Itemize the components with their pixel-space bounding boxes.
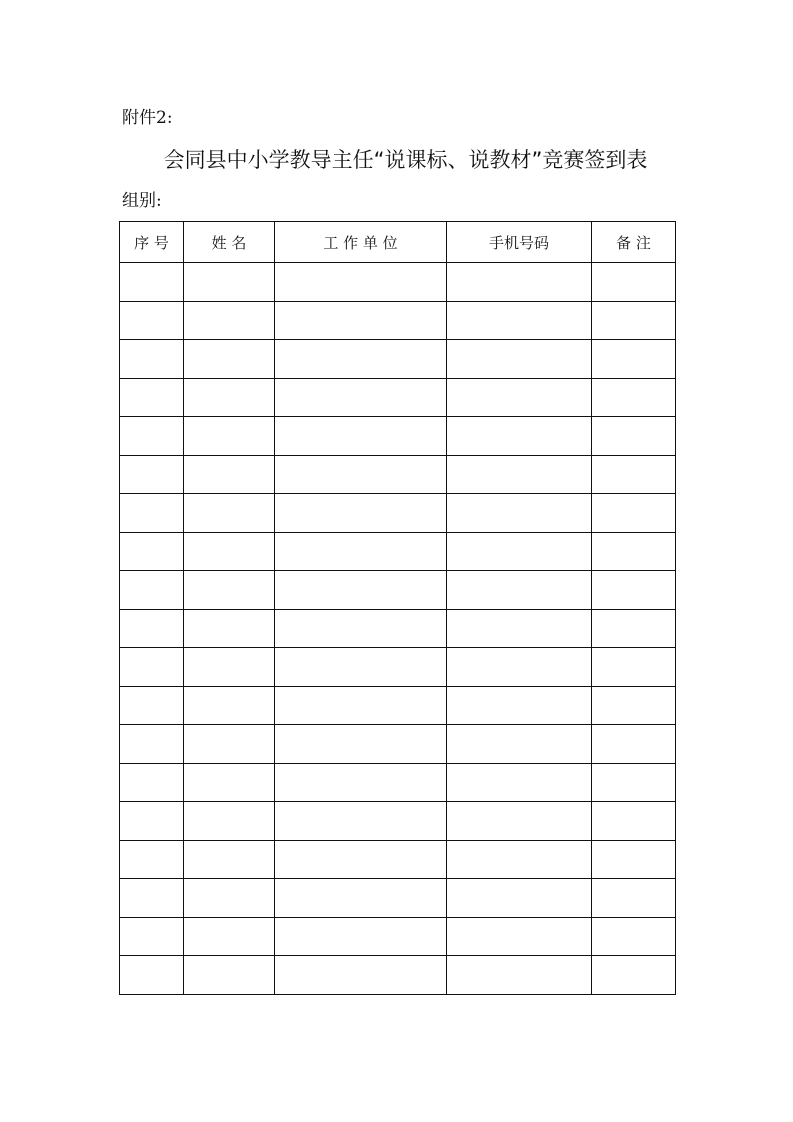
- phone-cell[interactable]: [447, 340, 592, 379]
- phone-cell[interactable]: [447, 917, 592, 956]
- column-header-name: 姓 名: [184, 222, 275, 263]
- index-cell[interactable]: [120, 879, 184, 918]
- index-cell[interactable]: [120, 263, 184, 302]
- index-cell[interactable]: [120, 956, 184, 995]
- phone-cell[interactable]: [447, 802, 592, 841]
- column-header-remarks: 备 注: [592, 222, 676, 263]
- table-body: [120, 263, 676, 995]
- table-row: [120, 917, 676, 956]
- table-row: [120, 340, 676, 379]
- work-unit-cell[interactable]: [275, 956, 447, 995]
- phone-cell[interactable]: [447, 956, 592, 995]
- work-unit-cell[interactable]: [275, 686, 447, 725]
- table-row: [120, 956, 676, 995]
- index-cell[interactable]: [120, 571, 184, 610]
- work-unit-cell[interactable]: [275, 917, 447, 956]
- index-cell[interactable]: [120, 763, 184, 802]
- remarks-cell[interactable]: [592, 725, 676, 764]
- table-row: [120, 763, 676, 802]
- remarks-cell[interactable]: [592, 609, 676, 648]
- remarks-cell[interactable]: [592, 301, 676, 340]
- name-cell[interactable]: [184, 301, 275, 340]
- name-cell[interactable]: [184, 840, 275, 879]
- name-cell[interactable]: [184, 725, 275, 764]
- table-header-row: [120, 222, 676, 263]
- phone-cell[interactable]: [447, 686, 592, 725]
- name-cell[interactable]: [184, 571, 275, 610]
- name-cell[interactable]: [184, 378, 275, 417]
- column-header-index: 序 号: [120, 222, 184, 263]
- name-cell[interactable]: [184, 494, 275, 533]
- index-cell[interactable]: [120, 609, 184, 648]
- work-unit-cell[interactable]: [275, 648, 447, 687]
- work-unit-cell[interactable]: [275, 455, 447, 494]
- name-cell[interactable]: [184, 263, 275, 302]
- table-row: [120, 455, 676, 494]
- index-cell[interactable]: [120, 301, 184, 340]
- name-cell[interactable]: [184, 340, 275, 379]
- phone-cell[interactable]: [447, 840, 592, 879]
- table-row: [120, 802, 676, 841]
- remarks-cell[interactable]: [592, 378, 676, 417]
- phone-cell[interactable]: [447, 571, 592, 610]
- remarks-cell[interactable]: [592, 840, 676, 879]
- remarks-cell[interactable]: [592, 340, 676, 379]
- work-unit-cell[interactable]: [275, 840, 447, 879]
- phone-cell[interactable]: [447, 648, 592, 687]
- page-title: 会同县中小学教导主任“说课标、说教材”竞赛签到表: [163, 148, 648, 172]
- index-cell[interactable]: [120, 340, 184, 379]
- work-unit-cell[interactable]: [275, 802, 447, 841]
- phone-cell[interactable]: [447, 763, 592, 802]
- table-row: [120, 532, 676, 571]
- index-cell[interactable]: [120, 378, 184, 417]
- table-row: [120, 263, 676, 302]
- name-cell[interactable]: [184, 917, 275, 956]
- table-row: [120, 648, 676, 687]
- name-cell[interactable]: [184, 802, 275, 841]
- name-cell[interactable]: [184, 686, 275, 725]
- name-cell[interactable]: [184, 417, 275, 456]
- table-row: [120, 686, 676, 725]
- table-row: [120, 378, 676, 417]
- remarks-cell[interactable]: [592, 648, 676, 687]
- phone-cell[interactable]: [447, 455, 592, 494]
- index-cell[interactable]: [120, 840, 184, 879]
- work-unit-cell[interactable]: [275, 417, 447, 456]
- index-cell[interactable]: [120, 455, 184, 494]
- phone-cell[interactable]: [447, 301, 592, 340]
- remarks-cell[interactable]: [592, 263, 676, 302]
- phone-cell[interactable]: [447, 417, 592, 456]
- phone-cell[interactable]: [447, 378, 592, 417]
- name-cell[interactable]: [184, 455, 275, 494]
- work-unit-cell[interactable]: [275, 301, 447, 340]
- name-cell[interactable]: [184, 532, 275, 571]
- name-cell[interactable]: [184, 763, 275, 802]
- work-unit-cell[interactable]: [275, 725, 447, 764]
- phone-cell[interactable]: [447, 263, 592, 302]
- index-cell[interactable]: [120, 648, 184, 687]
- phone-cell[interactable]: [447, 609, 592, 648]
- table-row: [120, 494, 676, 533]
- table-row: [120, 609, 676, 648]
- name-cell[interactable]: [184, 956, 275, 995]
- phone-cell[interactable]: [447, 879, 592, 918]
- remarks-cell[interactable]: [592, 417, 676, 456]
- remarks-cell[interactable]: [592, 494, 676, 533]
- phone-cell[interactable]: [447, 494, 592, 533]
- remarks-cell[interactable]: [592, 686, 676, 725]
- table-row: [120, 725, 676, 764]
- remarks-cell[interactable]: [592, 802, 676, 841]
- work-unit-cell[interactable]: [275, 532, 447, 571]
- work-unit-cell[interactable]: [275, 571, 447, 610]
- table-row: [120, 571, 676, 610]
- phone-cell[interactable]: [447, 532, 592, 571]
- group-label: 组别:: [122, 191, 162, 211]
- signin-table: [119, 221, 676, 995]
- work-unit-cell[interactable]: [275, 340, 447, 379]
- remarks-cell[interactable]: [592, 571, 676, 610]
- table-row: [120, 879, 676, 918]
- remarks-cell[interactable]: [592, 879, 676, 918]
- name-cell[interactable]: [184, 609, 275, 648]
- remarks-cell[interactable]: [592, 532, 676, 571]
- table-row: [120, 840, 676, 879]
- column-header-work-unit: 工 作 单 位: [275, 222, 447, 263]
- index-cell[interactable]: [120, 417, 184, 456]
- work-unit-cell[interactable]: [275, 609, 447, 648]
- name-cell[interactable]: [184, 648, 275, 687]
- phone-cell[interactable]: [447, 725, 592, 764]
- remarks-cell[interactable]: [592, 917, 676, 956]
- column-header-phone: 手机号码: [447, 222, 592, 263]
- work-unit-cell[interactable]: [275, 263, 447, 302]
- table-row: [120, 417, 676, 456]
- index-cell[interactable]: [120, 802, 184, 841]
- attachment-label: 附件2:: [122, 108, 173, 128]
- index-cell[interactable]: [120, 686, 184, 725]
- remarks-cell[interactable]: [592, 956, 676, 995]
- index-cell[interactable]: [120, 532, 184, 571]
- index-cell[interactable]: [120, 917, 184, 956]
- remarks-cell[interactable]: [592, 763, 676, 802]
- remarks-cell[interactable]: [592, 455, 676, 494]
- work-unit-cell[interactable]: [275, 763, 447, 802]
- index-cell[interactable]: [120, 494, 184, 533]
- work-unit-cell[interactable]: [275, 879, 447, 918]
- work-unit-cell[interactable]: [275, 494, 447, 533]
- index-cell[interactable]: [120, 725, 184, 764]
- table-row: [120, 301, 676, 340]
- name-cell[interactable]: [184, 879, 275, 918]
- work-unit-cell[interactable]: [275, 378, 447, 417]
